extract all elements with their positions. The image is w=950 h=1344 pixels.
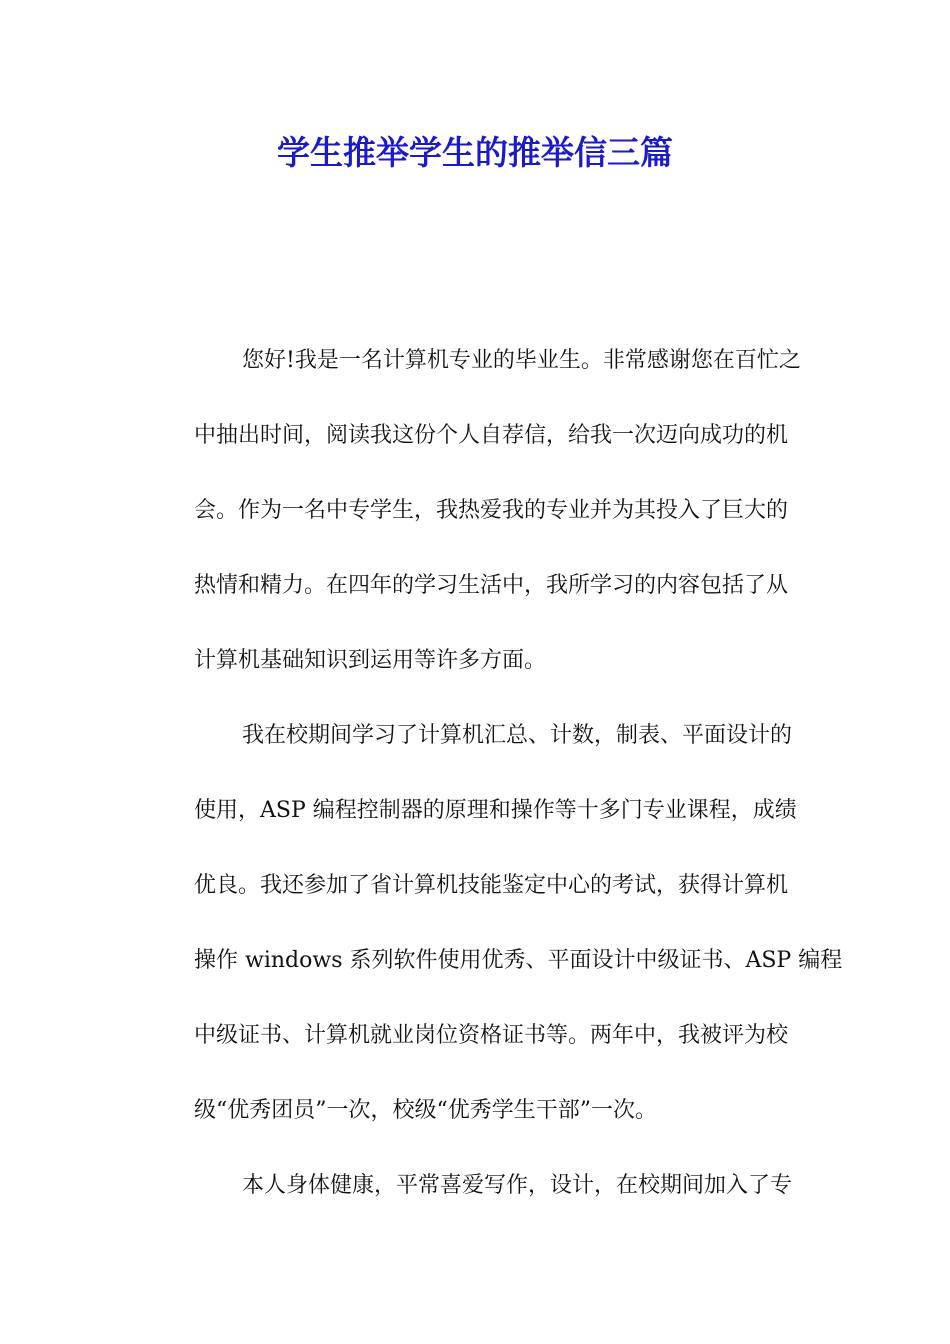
text-line: 计算机基础知识到运用等许多方面。 [194,648,547,673]
text-line: 中抽出时间，阅读我这份个人自荐信，给我一次迈向成功的机 [194,423,789,448]
document-body [146,323,843,1223]
text-line: 热情和精力。在四年的学习生活中，我所学习的内容包括了从 [194,573,789,598]
document-title: 学生推举学生的推举信三篇 [277,133,673,172]
text-line: 本人身体健康，平常喜爱写作，设计，在校期间加入了专 [242,1173,793,1198]
text-line: 使用，ASP 编程控制器的原理和操作等十多门专业课程，成绩 [194,798,797,823]
paragraph-2 [146,698,843,1148]
text-line: 级“优秀团员”一次，校级“优秀学生干部”一次。 [194,1098,657,1123]
text-line: 您好!我是一名计算机专业的毕业生。非常感谢您在百忙之 [242,348,801,373]
text-line: 中级证书、计算机就业岗位资格证书等。两年中，我被评为校 [194,1023,789,1048]
text-line: 操作 windows 系列软件使用优秀、平面设计中级证书、ASP 编程 [194,948,843,973]
text-line: 优良。我还参加了省计算机技能鉴定中心的考试，获得计算机 [194,873,789,898]
text-line: 会。作为一名中专学生，我热爱我的专业并为其投入了巨大的 [194,498,789,523]
paragraph-1 [146,323,806,698]
paragraph-3 [146,1148,806,1223]
text-line: 我在校期间学习了计算机汇总、计数，制表、平面设计的 [242,723,793,748]
